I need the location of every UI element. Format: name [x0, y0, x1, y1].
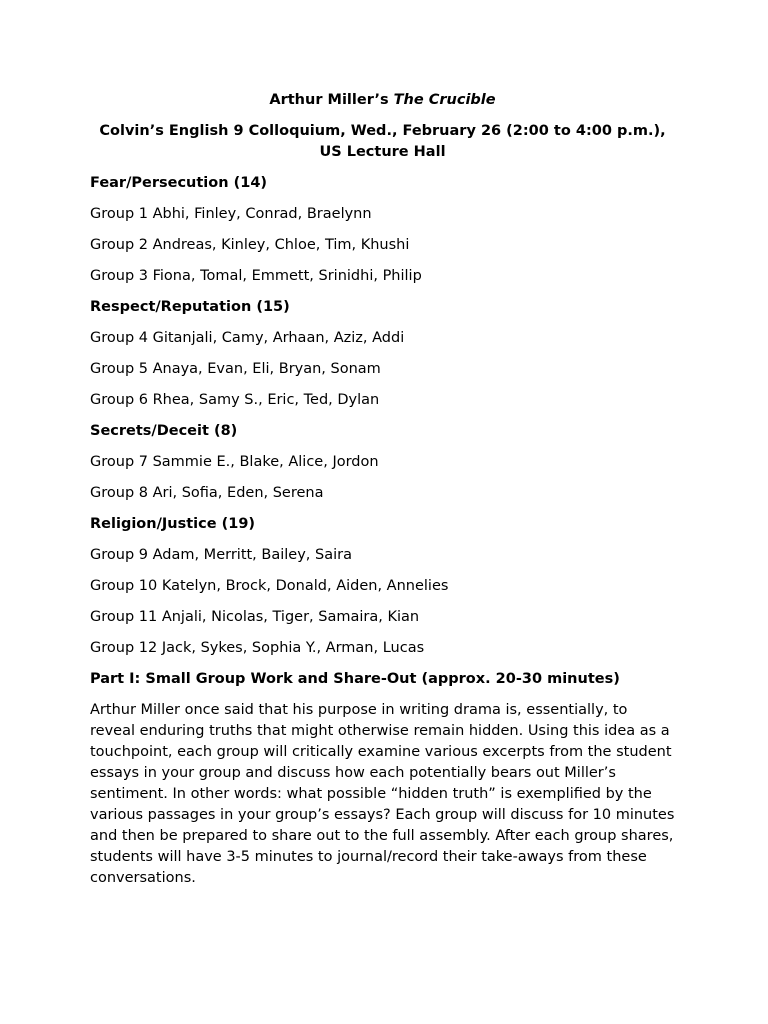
section-secrets-deceit	[90, 421, 675, 504]
section-fear-persecution	[90, 173, 675, 287]
section-heading: Fear/Persecution (14)	[90, 175, 268, 191]
group-line: Group 7 Sammie E., Blake, Alice, Jordon	[90, 454, 379, 470]
section-heading: Secrets/Deceit (8)	[90, 423, 238, 439]
title-work: The Crucible	[393, 92, 496, 108]
section-respect-reputation	[90, 297, 675, 411]
section-heading: Religion/Justice (19)	[90, 516, 256, 532]
group-line: Group 2 Andreas, Kinley, Chloe, Tim, Khushi	[90, 237, 410, 253]
document-subtitle: Colvin’s English 9 Colloquium, Wed., February 26 (2:00 to 4:00 p.m.), US Lecture Hall	[99, 123, 666, 160]
group-line: Group 5 Anaya, Evan, Eli, Bryan, Sonam	[90, 361, 381, 377]
group-line: Group 1 Abhi, Finley, Conrad, Braelynn	[90, 206, 372, 222]
section-religion-justice	[90, 514, 675, 659]
group-line: Group 12 Jack, Sykes, Sophia Y., Arman, Lucas	[90, 640, 425, 656]
group-line: Group 6 Rhea, Samy S., Eric, Ted, Dylan	[90, 392, 380, 408]
group-line: Group 11 Anjali, Nicolas, Tiger, Samaira, Kian	[90, 609, 420, 625]
group-line: Group 10 Katelyn, Brock, Donald, Aiden, Annelies	[90, 578, 449, 594]
part-one-body: Arthur Miller once said that his purpose in writing drama is, essentially, to reveal enduring truths that might otherwise remain hidden. Using this idea as a touchpoint, each group will critically examine various excerpts from the student essays in your group and discuss how each potentially bears out Miller’s sentiment. In other words: what possible “hidden truth” is exemplified by the various passages in your group’s essays? Each group will discuss for 10 minutes and then be prepared to share out to the full assembly. After each group shares, students will have 3-5 minutes to journal/record their take-aways from these conversations.	[90, 702, 675, 886]
group-line: Group 8 Ari, Sofia, Eden, Serena	[90, 485, 324, 501]
document-page	[90, 90, 675, 889]
group-line: Group 4 Gitanjali, Camy, Arhaan, Aziz, Addi	[90, 330, 405, 346]
document-title	[90, 90, 675, 111]
group-line: Group 9 Adam, Merritt, Bailey, Saira	[90, 547, 352, 563]
title-prefix: Arthur Miller’s	[269, 92, 394, 108]
part-one-heading: Part I: Small Group Work and Share-Out (approx. 20-30 minutes)	[90, 671, 620, 687]
part-one	[90, 669, 675, 889]
section-heading: Respect/Reputation (15)	[90, 299, 290, 315]
group-line: Group 3 Fiona, Tomal, Emmett, Srinidhi, Philip	[90, 268, 422, 284]
